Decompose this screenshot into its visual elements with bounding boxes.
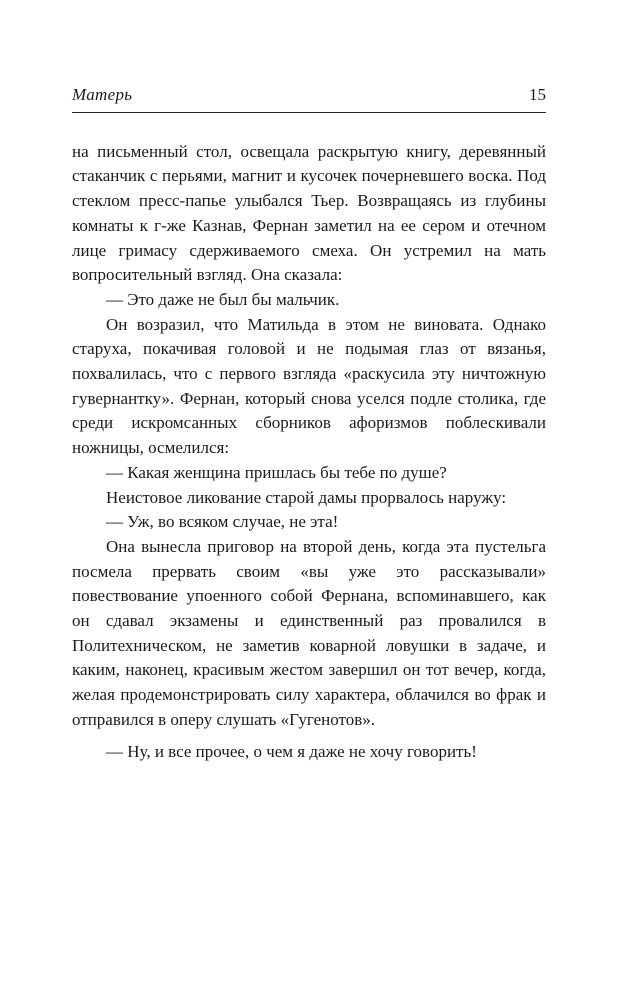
dialogue-paragraph: — Уж, во всяком случае, не эта! [106, 512, 339, 532]
dialogue-paragraph: — Ну, и все прочее, о чем я даже не хочу говорить! [106, 741, 477, 761]
paragraph: Она вынесла приговор на второй день, когда эта пустельга посмела прервать своим «вы уже это рассказывали» повествование упоенного собой Фернана, вспоминавшего, как он сдавал экзамены и единственный раз провалился в Политехническом, не заметив коварной ловушки в задаче, и каким, наконец, красивым жестом завершил он тот вечер, когда, желая продемонстрировать силу характера, облачился во фрак и отправился в оперу слушать «Гугенотов». [72, 536, 546, 729]
paragraph: Неистовое ликование старой дамы прорвалось наружу: [106, 487, 507, 507]
header-rule [72, 112, 546, 113]
page-number: 15 [529, 85, 546, 104]
text-block [72, 140, 546, 765]
running-title: Матерь [72, 85, 133, 104]
page-header [72, 0, 546, 105]
paragraph: на письменный стол, освещала раскрытую книгу, деревянный стаканчик с перьями, магнит и кусочек почерневшего воска. Под стеклом пресс-папье улыбался Тьер. Возвращаясь из глубины комнаты к г-же Казнав, Фернан заметил на ее сером и отечном лице гримасу сдерживаемого смеха. Он устремил на мать вопросительный взгляд. Она сказала: [72, 141, 546, 285]
dialogue-paragraph: — Это даже не был бы мальчик. [106, 289, 340, 309]
paragraph: Он возразил, что Матильда в этом не виновата. Однако старуха, покачивая головой и не подымая глаз от вязанья, похвалилась, что с первого взгляда «раскусила эту ничтожную гувернантку». Фернан, который снова уселся подле столика, где среди искромсанных сборников афоризмов поблескивали ножницы, осмелился: [72, 314, 546, 458]
dialogue-paragraph: — Какая женщина пришлась бы тебе по душе? [106, 462, 447, 482]
